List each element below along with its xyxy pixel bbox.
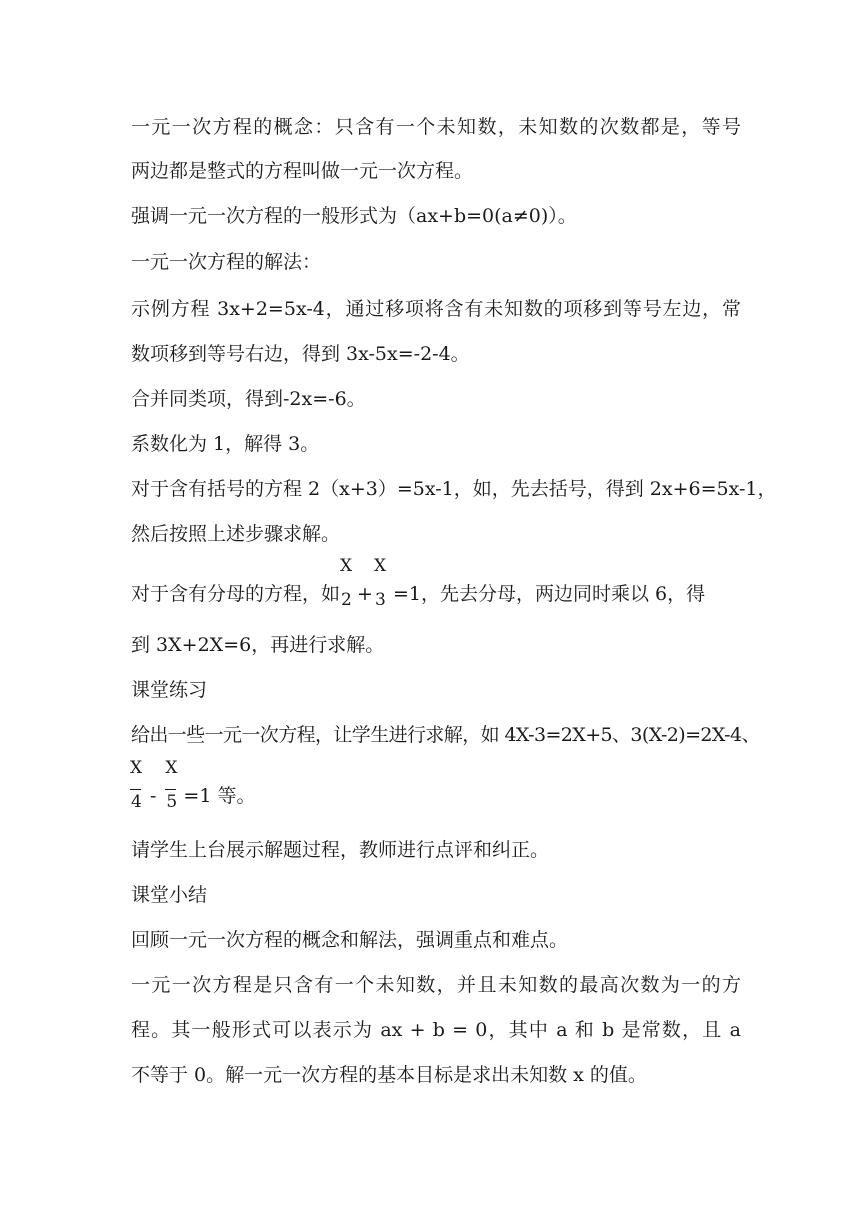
fraction-bar [130,789,141,790]
fraction-line-2: 到 3X+2X=6，再进行求解。 [131,634,385,656]
fraction-denominator: 3 [374,590,386,610]
fraction-text-after: =1 等。 [183,785,256,807]
fraction-denominator: 2 [341,590,352,610]
review-line: 回顾一元一次方程的概念和解法，强调重点和难点。 [131,929,569,951]
fraction-x-over-2 [340,556,354,610]
bracket-line-1: 对于含有括号的方程 2（x+3）=5x-1，如，先去括号，得到 2x+6=5x-1， [131,478,777,500]
fraction-x-over-3 [373,556,388,610]
method-title: 一元一次方程的解法： [131,251,322,273]
practice-line-2 [130,758,740,812]
fraction-x-over-5 [165,758,179,812]
practice-line-1: 给出一些一元一次方程，让学生进行求解，如 4X-3=2X+5、3(X-2)=2X-4、 [131,724,760,746]
fraction-bar [165,789,176,790]
fraction-numerator: X [373,556,387,576]
plus-sign: + [357,583,373,605]
fraction-denominator: 5 [166,792,178,812]
fraction-numerator: X [340,556,353,576]
fraction-line-1 [131,556,741,610]
fraction-numerator: X [165,758,178,778]
fraction-numerator: X [130,758,143,778]
practice-title: 课堂练习 [131,679,208,701]
present-line: 请学生上台展示解题过程，教师进行点评和纠正。 [131,839,550,861]
example-line-1: 示例方程 3x+2=5x-4，通过移项将含有未知数的项移到等号左边，常 [131,298,741,320]
definition-line-3: 不等于 0。解一元一次方程的基本目标是求出未知数 x 的值。 [131,1064,647,1086]
combine-line: 合并同类项，得到-2x=-6。 [131,388,366,410]
example-line-2: 数项移到等号右边，得到 3x-5x=-2-4。 [131,343,470,365]
summary-title: 课堂小结 [131,884,208,906]
bracket-line-2: 然后按照上述步骤求解。 [131,523,341,545]
fraction-x-over-4 [130,758,144,812]
fraction-text-after: =1，先去分母，两边同时乘以 6，得 [392,583,706,605]
minus-sign: - [150,785,157,807]
fraction-text-before: 对于含有分母的方程，如 [131,583,341,605]
definition-line-2: 程。其一般形式可以表示为 ax + b = 0，其中 a 和 b 是常数，且 a [131,1019,741,1041]
coefficient-line: 系数化为 1，解得 3。 [131,433,320,455]
concept-line-1: 一元一次方程的概念：只含有一个未知数，未知数的次数都是，等号 [131,116,741,138]
fraction-denominator: 4 [131,792,142,812]
concept-line-2: 两边都是整式的方程叫做一元一次方程。 [131,160,474,182]
general-form-line: 强调一元一次方程的一般形式为（ax+b=0(a≠0)）。 [131,205,577,227]
definition-line-1: 一元一次方程是只含有一个未知数，并且未知数的最高次数为一的方 [131,974,741,996]
